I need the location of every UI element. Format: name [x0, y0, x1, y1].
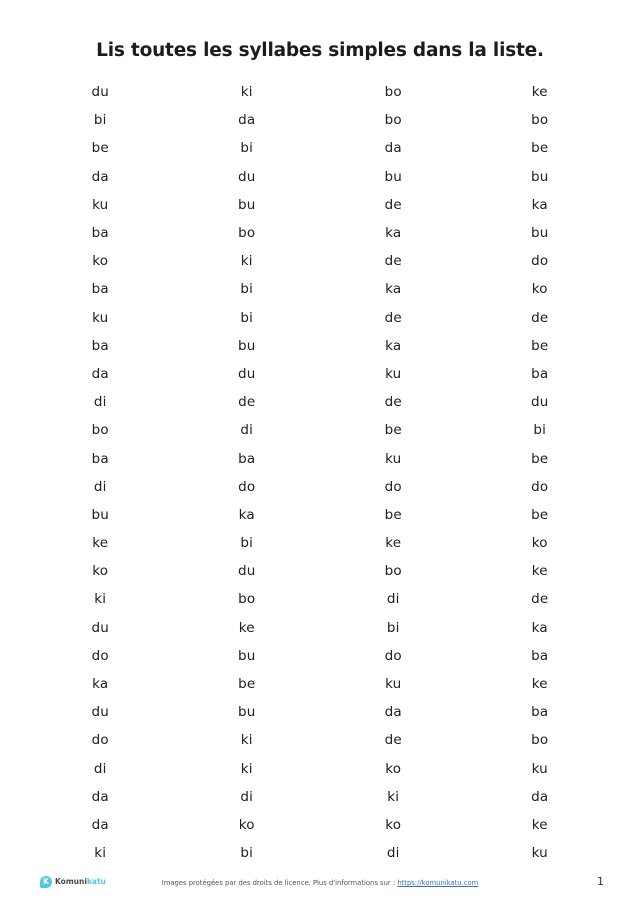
syllable-cell: di	[240, 788, 254, 805]
syllable-cell: ke	[531, 84, 548, 101]
syllable-cell: bo	[91, 422, 109, 439]
syllable-cell: bo	[531, 732, 549, 749]
syllable-cell: ka	[238, 506, 255, 523]
syllable-cell: du	[237, 365, 256, 382]
syllable-cell: ko	[385, 816, 402, 833]
syllable-cell: ku	[531, 845, 548, 862]
syllable-cell: ku	[92, 196, 109, 213]
syllable-cell: ka	[385, 337, 402, 354]
syllable-cell: da	[91, 816, 109, 833]
syllable-cell: bi	[533, 422, 547, 439]
syllable-cell: de	[384, 732, 402, 749]
syllable-cell: da	[238, 112, 256, 129]
syllable-cell: ki	[240, 253, 253, 270]
syllable-cell: bu	[237, 337, 256, 354]
syllable-cell: ku	[385, 676, 402, 693]
syllable-cell: ko	[531, 281, 548, 298]
syllable-cell: ko	[238, 816, 255, 833]
syllable-cell: ku	[385, 365, 402, 382]
syllable-cell: be	[531, 140, 549, 157]
syllable-cell: ba	[91, 337, 109, 354]
syllable-cell: be	[531, 337, 549, 354]
syllable-cell: de	[531, 309, 549, 326]
syllable-cell: bo	[238, 225, 256, 242]
syllable-cell: ke	[531, 816, 548, 833]
syllable-cell: do	[91, 647, 109, 664]
syllable-cell: bu	[384, 168, 403, 185]
syllable-cell: ka	[385, 281, 402, 298]
syllable-cell: bu	[530, 225, 549, 242]
syllable-cell: do	[238, 478, 256, 495]
syllable-cell: de	[384, 196, 402, 213]
syllable-cell: bu	[530, 168, 549, 185]
syllable-cell: ba	[91, 281, 109, 298]
syllable-cell: ko	[385, 760, 402, 777]
syllable-cell: du	[91, 704, 110, 721]
syllable-cell: be	[531, 450, 549, 467]
syllable-cell: be	[531, 506, 549, 523]
syllable-cell: bi	[240, 140, 254, 157]
syllable-cell: da	[384, 140, 402, 157]
syllable-cell: bo	[384, 84, 402, 101]
syllable-cell: ku	[531, 760, 548, 777]
syllable-cell: di	[386, 845, 400, 862]
syllable-cell: de	[384, 253, 402, 270]
syllable-cell: ka	[92, 676, 109, 693]
syllable-cell: ko	[92, 253, 109, 270]
syllable-cell: ke	[92, 535, 109, 552]
syllable-cell: bo	[531, 112, 549, 129]
syllable-cell: di	[386, 591, 400, 608]
syllable-cell: ke	[531, 563, 548, 580]
syllable-cell: ku	[92, 309, 109, 326]
syllable-cell: ba	[531, 647, 549, 664]
syllable-cell: ba	[91, 450, 109, 467]
syllable-cell: do	[384, 478, 402, 495]
syllable-grid	[27, 78, 613, 867]
syllable-cell: du	[237, 168, 256, 185]
speech-bubble-k-icon: K	[40, 876, 52, 888]
syllable-cell: ki	[240, 84, 253, 101]
syllable-cell: bo	[238, 591, 256, 608]
syllable-cell: ba	[238, 450, 256, 467]
syllable-cell: ka	[531, 619, 548, 636]
syllable-cell: do	[91, 732, 109, 749]
footer	[0, 869, 640, 905]
syllable-cell: de	[238, 394, 256, 411]
syllable-cell: ki	[240, 732, 253, 749]
logo-text-accent: katu	[86, 877, 106, 887]
syllable-cell: ko	[92, 563, 109, 580]
syllable-cell: da	[91, 168, 109, 185]
syllable-cell: du	[91, 84, 110, 101]
syllable-cell: ba	[531, 365, 549, 382]
syllable-cell: du	[237, 563, 256, 580]
syllable-cell: bi	[240, 281, 254, 298]
syllable-cell: de	[384, 309, 402, 326]
syllable-cell: du	[91, 619, 110, 636]
syllable-cell: do	[384, 647, 402, 664]
syllable-cell: ki	[94, 591, 107, 608]
syllable-cell: bu	[237, 647, 256, 664]
syllable-cell: ki	[240, 760, 253, 777]
syllable-cell: di	[93, 760, 107, 777]
syllable-cell: be	[384, 506, 402, 523]
license-link[interactable]: https://komunikatu.com	[397, 879, 479, 887]
logo-text-primary: Komuni	[55, 877, 87, 887]
syllable-cell: bu	[237, 704, 256, 721]
syllable-cell: ko	[531, 535, 548, 552]
syllable-cell: da	[384, 704, 402, 721]
syllable-cell: bo	[384, 563, 402, 580]
syllable-cell: da	[91, 365, 109, 382]
syllable-cell: be	[91, 140, 109, 157]
syllable-cell: di	[240, 422, 254, 439]
syllable-cell: da	[91, 788, 109, 805]
syllable-cell: ki	[94, 845, 107, 862]
syllable-cell: bi	[93, 112, 107, 129]
syllable-cell: bi	[386, 619, 400, 636]
syllable-cell: bu	[237, 196, 256, 213]
syllable-cell: ba	[531, 704, 549, 721]
page-number: 1	[597, 875, 604, 888]
syllable-cell: di	[93, 478, 107, 495]
syllable-cell: ke	[531, 676, 548, 693]
syllable-cell: be	[384, 422, 402, 439]
license-notice	[0, 879, 640, 887]
syllable-cell: ba	[91, 225, 109, 242]
syllable-cell: bi	[240, 535, 254, 552]
syllable-cell: ka	[385, 225, 402, 242]
syllable-cell: bi	[240, 845, 254, 862]
syllable-cell: ka	[531, 196, 548, 213]
syllable-cell: da	[531, 788, 549, 805]
syllable-cell: ku	[385, 450, 402, 467]
page-title: Lis toutes les syllabes simples dans la liste.	[96, 40, 544, 61]
syllable-cell: ke	[238, 619, 255, 636]
syllable-cell: bi	[240, 309, 254, 326]
syllable-cell: bo	[384, 112, 402, 129]
syllable-cell: di	[93, 394, 107, 411]
syllable-cell: de	[531, 591, 549, 608]
syllable-cell: ki	[387, 788, 400, 805]
syllable-cell: de	[384, 394, 402, 411]
syllable-cell: be	[238, 676, 256, 693]
syllable-cell: bu	[91, 506, 110, 523]
syllable-cell: do	[531, 253, 549, 270]
syllable-cell: do	[531, 478, 549, 495]
syllable-cell: du	[530, 394, 549, 411]
syllable-cell: ke	[385, 535, 402, 552]
license-text: Images protégées par des droits de licence. Plus d'informations sur :	[161, 879, 398, 887]
